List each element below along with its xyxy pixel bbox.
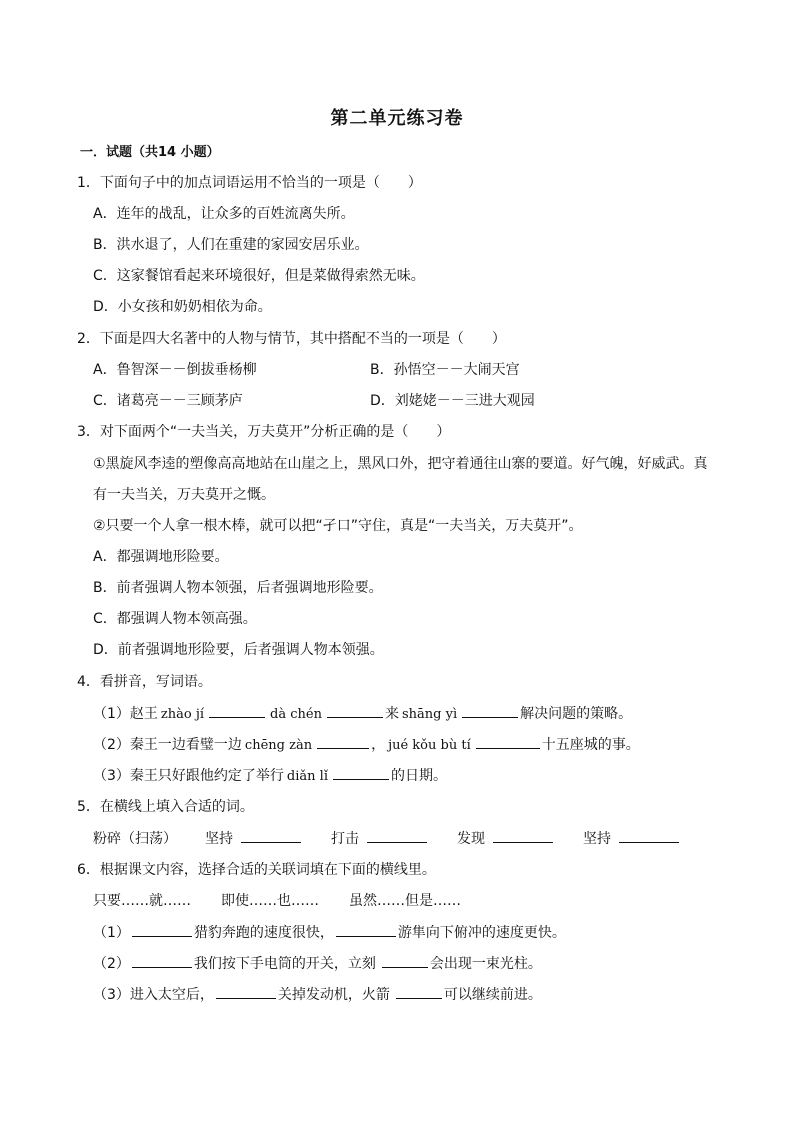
- q3-option-b: B．前者强调人物本领强，后者强调地形险要。: [93, 580, 383, 596]
- pinyin: zhào jí: [160, 707, 205, 722]
- q6-conj-2: 即使……也……: [221, 893, 319, 909]
- section-heading: 一．试题（共14 小题）: [80, 145, 220, 160]
- q4-2-suffix: 十五座城的事。: [541, 737, 640, 753]
- q3-passage-2: ②只要一个人拿一根木棒，就可以把“孑口”守住，真是“一夫当关，万夫莫开”。: [93, 518, 583, 534]
- answer-blank[interactable]: [493, 828, 553, 843]
- pinyin: dà chén: [270, 707, 322, 722]
- page-title: 第二单元练习卷: [330, 108, 464, 129]
- answer-blank[interactable]: [317, 734, 369, 749]
- pinyin: diǎn lǐ: [286, 769, 328, 784]
- q2-option-d: D．刘姥姥－－三进大观园: [370, 393, 535, 409]
- q1-option-a: A．连年的战乱，让众多的百姓流离失所。: [93, 206, 355, 222]
- q3-option-c: C．都强调人物本领高强。: [93, 611, 257, 627]
- q4-3-suffix: 的日期。: [390, 768, 447, 784]
- q3-option-d: D．前者强调地形险要，后者强调人物本领强。: [93, 642, 384, 658]
- q2-option-b: B．孙悟空－－大闹天宫: [370, 362, 520, 378]
- q6-1-suffix: 游隼向下俯冲的速度更快。: [397, 925, 566, 941]
- pinyin: jué kǒu bù tí: [388, 738, 471, 753]
- q6-sentence-2: [93, 953, 542, 974]
- answer-blank[interactable]: [216, 984, 276, 999]
- q6-2-suffix: 会出现一束光柱。: [429, 956, 542, 972]
- answer-blank[interactable]: [396, 984, 442, 999]
- q6-conj-3: 虽然……但是……: [349, 893, 461, 909]
- q5-word-1: 坚持: [205, 831, 233, 847]
- answer-blank[interactable]: [132, 922, 192, 937]
- q6-conj-1: 只要……就……: [93, 893, 191, 909]
- q4-3-prefix: （3）秦王只好跟他约定了举行: [93, 768, 284, 784]
- q3-option-a: A．都强调地形险要。: [93, 549, 229, 565]
- q5-word-3: 发现: [457, 831, 485, 847]
- q4-1-mid: 来: [384, 706, 399, 722]
- q4-1-prefix: （1）赵王: [93, 706, 158, 722]
- q4-item-1: [93, 703, 632, 725]
- q4-2-mid: ，: [371, 737, 386, 753]
- q6-3-prefix: （3）进入太空后，: [93, 987, 214, 1003]
- answer-blank[interactable]: [619, 828, 679, 843]
- q1-stem: 1．下面句子中的加点词语运用不恰当的一项是（ ）: [77, 175, 422, 191]
- q2-option-c: C．诸葛亮－－三顾茅庐: [93, 393, 243, 409]
- q1-option-d: D．小女孩和奶奶相依为命。: [93, 299, 272, 315]
- q5-word-2: 打击: [331, 831, 359, 847]
- q5-word-4: 坚持: [583, 831, 611, 847]
- q6-3-suffix: 可以继续前进。: [443, 987, 542, 1003]
- answer-blank[interactable]: [476, 734, 540, 749]
- q6-stem: 6．根据课文内容，选择合适的关联词填在下面的横线里。: [77, 862, 436, 878]
- q2-option-a: A．鲁智深－－倒拔垂杨柳: [93, 362, 257, 378]
- answer-blank[interactable]: [367, 828, 427, 843]
- answer-blank[interactable]: [382, 953, 428, 968]
- answer-blank[interactable]: [336, 922, 396, 937]
- q4-2-prefix: （2）秦王一边看璧一边: [93, 737, 242, 753]
- answer-blank[interactable]: [132, 953, 192, 968]
- q3-passage-1-cont: 有一夫当关，万夫莫开之慨。: [93, 487, 275, 503]
- q6-2-prefix: （2）: [93, 956, 130, 972]
- q6-sentence-1: [93, 922, 566, 943]
- q6-1-mid: 猎豹奔跑的速度很快，: [193, 925, 334, 941]
- q6-options: [93, 891, 461, 911]
- q5-stem: 5．在横线上填入合适的词。: [77, 799, 254, 815]
- answer-blank[interactable]: [333, 765, 389, 780]
- answer-blank[interactable]: [462, 703, 518, 718]
- pinyin: chēng zàn: [244, 738, 313, 753]
- pinyin: shāng yì: [401, 707, 458, 722]
- q6-sentence-3: [93, 984, 542, 1005]
- q5-example: 粉碎（扫荡）: [93, 831, 177, 847]
- q3-stem: 3．对下面两个“一夫当关，万夫莫开”分析正确的是（ ）: [77, 424, 451, 440]
- q3-passage-1: ①黑旋风李逵的塑像高高地站在山崖之上，黑风口外，把守着通往山寨的要道。好气魄，好威武。真: [93, 456, 708, 472]
- q1-option-c: C．这家餐馆看起来环境很好，但是菜做得索然无味。: [93, 268, 425, 284]
- q4-item-3: [93, 765, 447, 787]
- q6-2-mid: 我们按下手电筒的开关，立刻: [193, 956, 376, 972]
- q6-3-mid: 关掉发动机，火箭: [277, 987, 390, 1003]
- answer-blank[interactable]: [209, 703, 265, 718]
- q1-option-b: B．洪水退了，人们在重建的家园安居乐业。: [93, 237, 369, 253]
- answer-blank[interactable]: [241, 828, 301, 843]
- answer-blank[interactable]: [327, 703, 383, 718]
- q4-1-suffix: 解决问题的策略。: [520, 706, 633, 722]
- q5-items: [93, 828, 681, 849]
- q4-item-2: [93, 734, 640, 756]
- q4-stem: 4．看拼音，写词语。: [77, 674, 212, 690]
- q6-1-prefix: （1）: [93, 925, 130, 941]
- q2-stem: 2．下面是四大名著中的人物与情节，其中搭配不当的一项是（ ）: [77, 331, 506, 347]
